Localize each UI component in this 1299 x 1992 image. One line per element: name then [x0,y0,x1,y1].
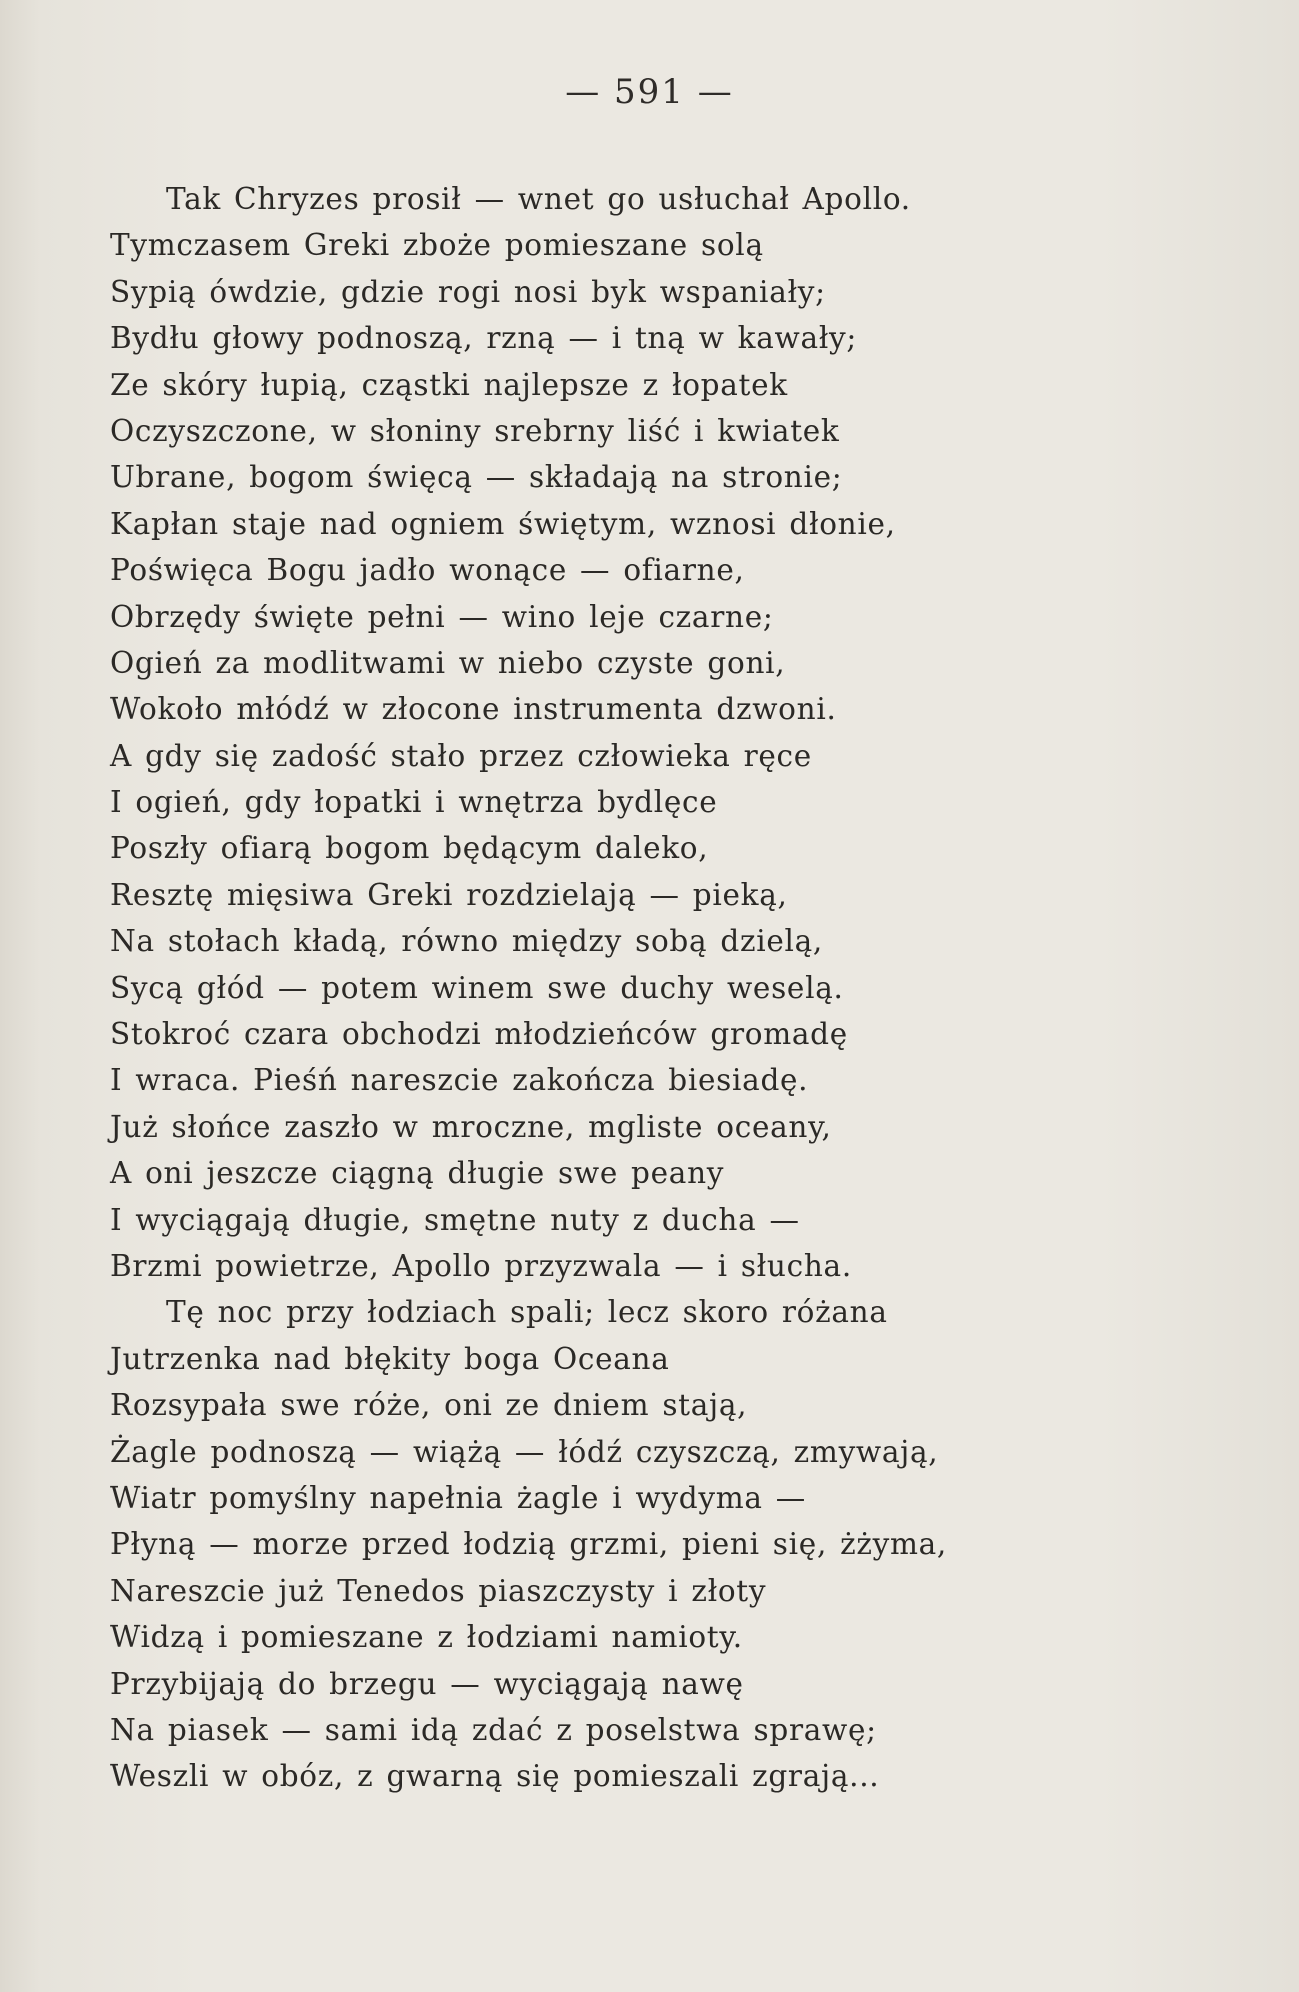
verse-line: Tymczasem Greki zboże pomieszane solą [110,228,764,263]
verse-line: Bydłu głowy podnoszą, rzną — i tną w kawały; [110,321,857,356]
verse-line: Ubrane, bogom święcą — składają na stronie; [110,460,843,495]
verse-line: Żagle podnoszą — wiążą — łódź czyszczą, zmywają, [110,1434,939,1469]
verse-line: Resztę mięsiwa Greki rozdzielają — pieką, [110,877,788,912]
verse-line: Tak Chryzes prosił — wnet go usłuchał Apollo. [166,182,911,216]
verse-line: Wiatr pomyślny napełnia żagle i wydyma — [110,1480,806,1515]
verse-line: Rozsypała swe róże, oni ze dniem stają, [110,1388,748,1423]
page-number: — 591 — [565,72,734,112]
verse-line: Już słońce zaszło w mroczne, mgliste oceany, [110,1109,832,1144]
verse-line: Widzą i pomieszane z łodziami namioty. [110,1620,743,1655]
verse-line: Tę noc przy łodziach spali; lecz skoro różana [166,1295,888,1330]
verse-line: Ogień za modlitwami w niebo czyste goni, [110,645,786,680]
verse-line: Poszły ofiarą bogom będącym daleko, [110,831,709,866]
verse-line: Przybijają do brzegu — wyciągają nawę [110,1666,744,1701]
verse-line: I ogień, gdy łopatki i wnętrza bydlęce [110,785,718,820]
verse-line: Stokroć czara obchodzi młodzieńców gromadę [110,1017,848,1052]
verse-line: I wyciągają długie, smętne nuty z ducha — [110,1202,800,1237]
verse-line: A oni jeszcze ciągną długie swe peany [110,1156,725,1191]
verse-line: A gdy się zadość stało przez człowieka ręce [110,738,812,773]
verse-line: Weszli w obóz, z gwarną się pomieszali zgrają... [110,1759,880,1794]
verse-line: Na piasek — sami idą zdać z poselstwa sprawę; [110,1712,877,1747]
verse-line: Kapłan staje nad ogniem świętym, wznosi dłonie, [110,506,896,541]
verse-line: Wokoło młódź w złocone instrumenta dzwoni. [110,692,837,727]
verse-line: Na stołach kładą, równo między sobą dzielą, [110,924,823,959]
verse-line: Sypią ówdzie, gdzie rogi nosi byk wspaniały; [110,274,826,309]
verse-line: Brzmi powietrze, Apollo przyzwala — i słucha. [110,1248,852,1283]
verse-line: Płyną — morze przed łodzią grzmi, pieni się, żżyma, [110,1527,947,1562]
verse-line: Oczyszczone, w słoniny srebrny liść i kwiatek [110,413,840,448]
verse-line: Sycą głód — potem winem swe duchy weselą. [110,970,844,1005]
verse-line: Nareszcie już Tenedos piaszczysty i złoty [110,1573,767,1608]
verse-line: I wraca. Pieśń nareszcie zakończa biesiadę. [110,1063,809,1098]
poem-text [110,176,1260,1800]
verse-line: Obrzędy święte pełni — wino leje czarne; [110,599,774,634]
verse-line: Ze skóry łupią, cząstki najlepsze z łopatek [110,367,788,402]
verse-line: Poświęca Bogu jadło wonące — ofiarne, [110,553,745,588]
verse-line: Jutrzenka nad błękity boga Oceana [110,1341,670,1376]
